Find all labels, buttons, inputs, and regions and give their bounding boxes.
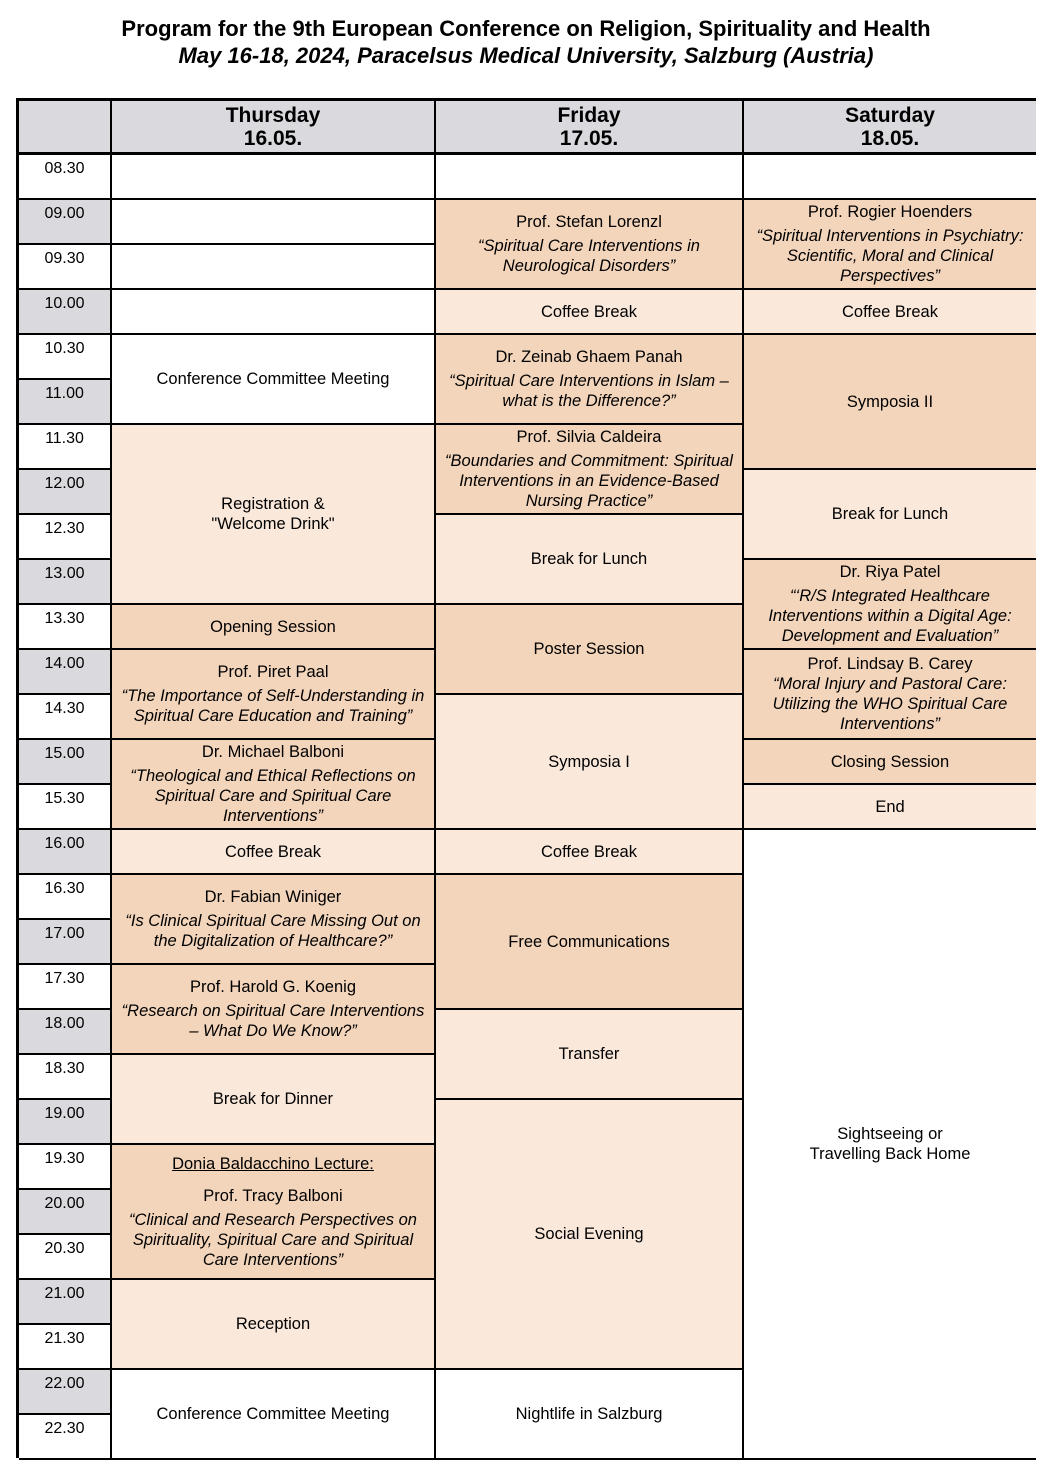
time-label: 17.00 [44,925,85,942]
time-slot [19,1190,112,1235]
talk-title: “Boundaries and Commitment: Spiritual Interventions in an Evidence-Based Nursing Practice” [445,452,733,510]
speaker-name: Prof. Tracy Balboni [203,1186,343,1205]
session-label: Break for Lunch [831,505,949,523]
time-slot [19,650,112,695]
time-label: 12.30 [44,520,85,537]
session-coffee-break [436,830,744,875]
session-lunch [436,515,744,605]
session-label: Coffee Break [540,842,637,861]
day-date: 16.05. [243,126,303,150]
time-slot [19,830,112,875]
time-label: 12.00 [44,475,85,492]
talk-title: “Research on Spiritual Care Interventions – What Do We Know?” [121,1002,425,1040]
session-label: Break for Dinner [212,1090,334,1108]
time-slot [19,560,112,605]
time-slot [19,155,112,200]
day-header-friday [436,101,744,155]
session-label: Registration & "Welcome Drink" [211,495,335,533]
day-name: Friday [557,103,621,127]
program-table [16,98,1036,1458]
time-label: 13.30 [44,610,85,627]
time-slot [19,1370,112,1415]
time-slot [19,515,112,560]
speaker-name: Prof. Harold G. Koenig [190,978,356,996]
session-label: Conference Committee Meeting [156,1405,390,1423]
header-corner [19,101,112,155]
time-slot [19,1235,112,1280]
time-label: 19.00 [44,1105,85,1122]
page-title: Program for the 9th European Conference on Religion, Spirituality and Health [121,16,931,41]
session-symposia-2 [744,335,1036,470]
day-header-saturday [744,101,1036,155]
time-label: 16.30 [44,880,85,897]
time-label: 13.00 [44,565,85,582]
empty-slot [744,155,1036,200]
time-label: 09.30 [44,250,85,267]
talk-title: “Clinical and Research Perspectives on Spirituality, Spiritual Care and Spiritual Care Interventions” [129,1210,417,1269]
time-label: 15.00 [44,745,85,762]
time-label: 18.30 [44,1060,85,1077]
session-free-communications [436,875,744,1010]
empty-slot [112,155,436,200]
session-social-evening [436,1100,744,1370]
talk-title: “The Importance of Self-Understanding in Spiritual Care Education and Training” [121,687,425,725]
talk-title: “Theological and Ethical Reflections on Spiritual Care and Spiritual Care Interventions” [130,767,416,825]
talk-title: “Spiritual Interventions in Psychiatry: Scientific, Moral and Clinical Perspectives” [756,227,1024,285]
session-label: Reception [235,1315,311,1333]
session-symposia-1 [436,695,744,830]
talk-title: “‘R/S Integrated Healthcare Interventions within a Digital Age: Development and Evaluation” [768,587,1012,645]
talk-tracy-balboni [112,1145,436,1280]
session-committee-meeting [112,1370,436,1460]
talk-caldeira [436,425,744,515]
time-slot [19,290,112,335]
time-slot [19,245,112,290]
talk-title: “Spiritual Care Interventions in Neurological Disorders” [478,237,700,275]
talk-michael-balboni [112,740,436,830]
lecture-name: Donia Baldacchino Lecture: [172,1154,374,1173]
time-label: 14.30 [44,700,85,717]
day-name: Thursday [225,103,321,127]
speaker-name: Dr. Michael Balboni [201,743,345,761]
time-label: 22.00 [44,1375,85,1392]
time-label: 08.30 [44,160,85,177]
speaker-name: Prof. Lindsay B. Carey [807,655,973,673]
talk-panah [436,335,744,425]
time-slot [19,1325,112,1370]
session-label: Free Communications [508,932,670,951]
time-label: 10.00 [44,295,85,312]
time-label: 20.30 [44,1240,85,1257]
session-label: Coffee Break [841,302,938,321]
time-slot [19,695,112,740]
time-slot [19,470,112,515]
session-label: Poster Session [533,640,645,658]
session-label: Coffee Break [540,302,637,321]
time-slot [19,380,112,425]
talk-paal [112,650,436,740]
session-dinner [112,1055,436,1145]
session-label: Opening Session [210,617,336,636]
time-label: 11.00 [45,385,84,402]
time-slot [19,1010,112,1055]
session-label: Nightlife in Salzburg [515,1405,663,1423]
talk-title: “Moral Injury and Pastoral Care: Utilizing the WHO Spiritual Care Interventions” [772,675,1008,733]
talk-title: “Spiritual Care Interventions in Islam – what is the Difference?” [449,372,729,410]
session-sightseeing [744,830,1036,1460]
session-reception [112,1280,436,1370]
time-slot [19,1145,112,1190]
time-slot [19,920,112,965]
time-label: 15.30 [44,790,85,807]
session-label: Transfer [558,1045,620,1063]
talk-patel [744,560,1036,650]
session-closing [744,740,1036,785]
time-slot [19,1415,112,1460]
time-slot [19,785,112,830]
talk-winiger [112,875,436,965]
speaker-name: Dr. Zeinab Ghaem Panah [495,348,683,366]
session-coffee-break [436,290,744,335]
time-slot [19,1055,112,1100]
speaker-name: Dr. Riya Patel [839,563,941,581]
speaker-name: Dr. Fabian Winiger [204,888,342,906]
empty-slot [112,245,436,290]
session-label: Coffee Break [224,842,321,861]
time-label: 11.30 [45,430,84,447]
day-name: Saturday [845,103,935,127]
session-label: Break for Lunch [530,550,648,568]
empty-slot [112,290,436,335]
session-label: Symposia I [548,752,630,771]
time-slot [19,335,112,380]
time-label: 21.30 [44,1330,85,1347]
session-label: Sightseeing or Travelling Back Home [809,1125,971,1163]
session-opening [112,605,436,650]
session-lunch [744,470,1036,560]
session-end [744,785,1036,830]
page-subtitle: May 16-18, 2024, Paracelsus Medical University, Salzburg (Austria) [178,43,874,68]
time-label: 17.30 [44,970,85,987]
time-label: 20.00 [44,1195,85,1212]
time-label: 19.30 [44,1150,85,1167]
session-coffee-break [112,830,436,875]
day-date: 18.05. [860,126,920,150]
talk-title: “Is Clinical Spiritual Care Missing Out on the Digitalization of Healthcare?” [125,912,421,950]
talk-hoenders [744,200,1036,290]
time-slot [19,875,112,920]
time-label: 14.00 [44,655,85,672]
session-transfer [436,1010,744,1100]
time-slot [19,200,112,245]
time-slot [19,1280,112,1325]
session-label: Conference Committee Meeting [156,370,390,388]
speaker-name: Prof. Silvia Caldeira [516,428,662,446]
time-slot [19,1100,112,1145]
time-slot [19,965,112,1010]
session-label: Social Evening [534,1225,644,1243]
session-nightlife [436,1370,744,1460]
session-label: Closing Session [830,752,950,771]
session-committee-meeting [112,335,436,425]
session-label: End [875,797,905,816]
time-slot [19,605,112,650]
empty-slot [112,200,436,245]
speaker-name: Prof. Rogier Hoenders [807,203,973,221]
session-poster [436,605,744,695]
session-label: Symposia II [846,392,934,411]
talk-lorenzl [436,200,744,290]
time-label: 22.30 [44,1420,85,1437]
time-label: 09.00 [44,205,85,222]
talk-koenig [112,965,436,1055]
session-coffee-break [744,290,1036,335]
time-slot [19,740,112,785]
time-label: 18.00 [44,1015,85,1032]
empty-slot [436,155,744,200]
talk-carey [744,650,1036,740]
day-date: 17.05. [559,126,619,150]
speaker-name: Prof. Stefan Lorenzl [516,213,662,231]
time-label: 10.30 [44,340,85,357]
time-slot [19,425,112,470]
day-header-thursday [112,101,436,155]
time-label: 16.00 [44,835,85,852]
time-label: 21.00 [44,1285,85,1302]
session-registration [112,425,436,605]
speaker-name: Prof. Piret Paal [217,663,329,681]
